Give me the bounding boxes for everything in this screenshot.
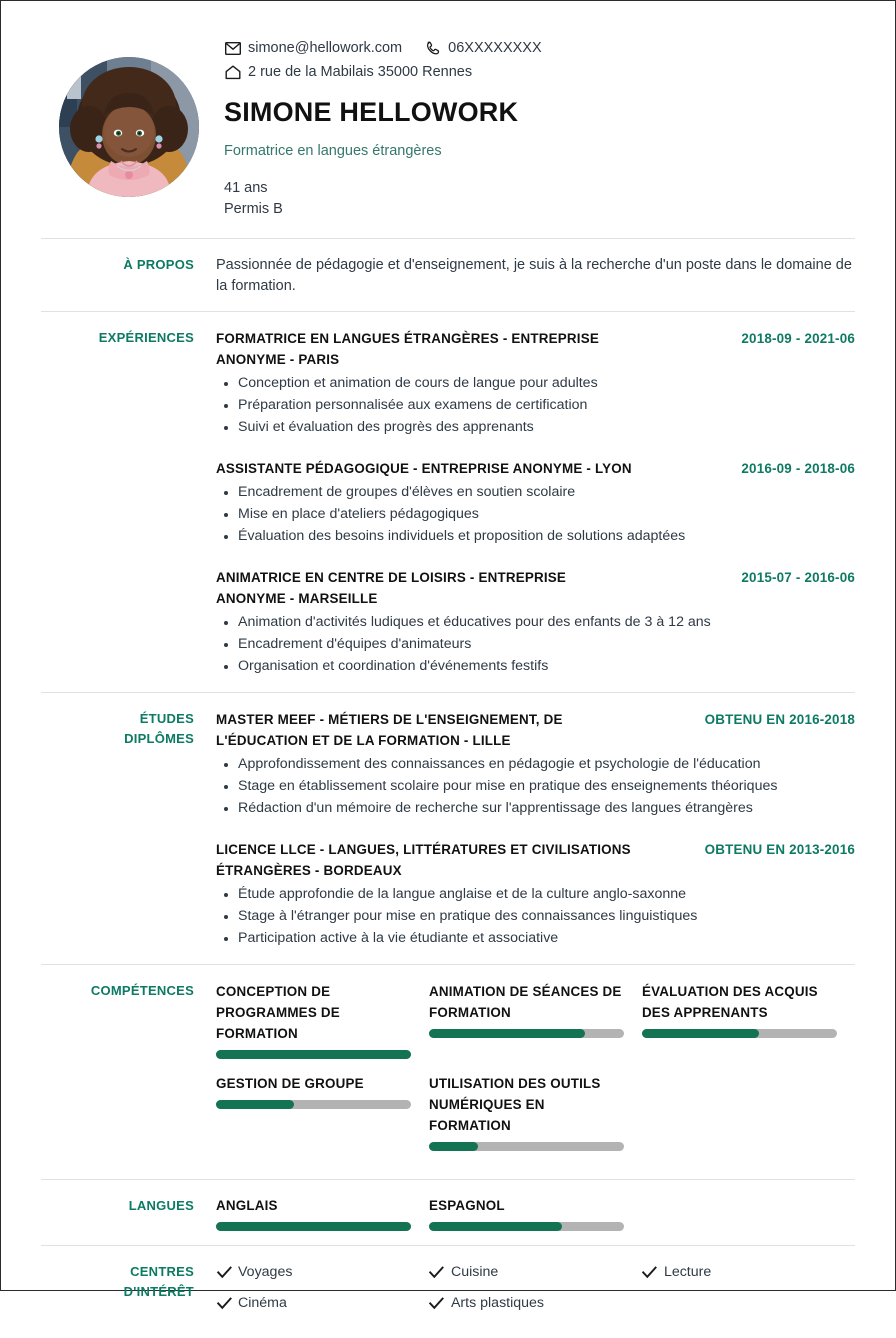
skill-progress-bar: [429, 1029, 624, 1038]
experience-bullets: [216, 612, 855, 677]
header-info: [216, 35, 855, 220]
list-item: Approfondissement des connaissances en pédagogie et psychologie de l'éducation: [238, 754, 855, 775]
skill-item: [216, 1073, 429, 1151]
avatar: [59, 57, 199, 197]
section-label-languages: LANGUES: [128, 1198, 194, 1214]
skill-progress-bar: [216, 1100, 411, 1109]
experience-bullets: [216, 482, 855, 547]
age-text: 41 ans: [224, 180, 268, 197]
language-progress-bar: [429, 1222, 624, 1231]
interest-label: Voyages: [238, 1264, 293, 1281]
language-progress-fill: [216, 1222, 411, 1231]
contact-row-primary: [224, 37, 855, 59]
email-text: simone@hellowork.com: [248, 40, 403, 56]
interest-label: Cuisine: [450, 1264, 499, 1281]
skill-item: [429, 1073, 642, 1151]
skill-progress-bar: [429, 1142, 624, 1151]
check-icon: [429, 1295, 445, 1311]
language-label: ESPAGNOL: [428, 1198, 505, 1214]
language-progress-fill: [429, 1222, 562, 1231]
interest-item: [216, 1293, 429, 1313]
check-icon: [429, 1264, 445, 1280]
contact-row-address: [224, 61, 855, 83]
email-item[interactable]: [224, 37, 402, 59]
section-experiences: [41, 311, 855, 692]
languages-grid: [216, 1196, 855, 1231]
language-item: [216, 1196, 429, 1231]
section-label-about: À PROPOS: [123, 257, 194, 273]
interest-item: [429, 1293, 642, 1313]
skill-item: [216, 981, 429, 1059]
list-item: Encadrement de groupes d'élèves en soutien scolaire: [238, 482, 855, 503]
skill-progress-fill: [429, 1029, 585, 1038]
skill-progress-fill: [429, 1142, 478, 1151]
education-list: [216, 709, 855, 950]
language-item: [429, 1196, 642, 1231]
interest-item: [429, 1262, 642, 1282]
envelope-icon: [224, 40, 241, 57]
interest-label: Lecture: [663, 1264, 712, 1281]
section-skills: [41, 964, 855, 1179]
education-bullets: [216, 884, 855, 949]
check-icon: [216, 1295, 232, 1311]
licence-text: Permis B: [224, 201, 283, 218]
interests-grid: [216, 1262, 855, 1324]
interest-label: Cinéma: [238, 1295, 287, 1312]
skill-progress-fill: [216, 1050, 411, 1059]
list-item: Préparation personnalisée aux examens de certification: [238, 395, 855, 416]
personal-meta: [224, 178, 855, 220]
education-date: OBTENU EN 2016-2018: [704, 712, 855, 728]
language-label: ANGLAIS: [216, 1198, 278, 1214]
section-label-experiences: EXPÉRIENCES: [98, 330, 194, 346]
experience-date: 2016-09 - 2018-06: [741, 461, 855, 477]
list-item: Évaluation des besoins individuels et proposition de solutions adaptées: [238, 526, 855, 547]
education-title: LICENCE LLCE - LANGUES, LITTÉRATURES ET CIVILISATIONS ÉTRANGÈRES - BORDEAUX: [216, 842, 631, 879]
cv-header: [41, 35, 855, 220]
skill-progress-bar: [642, 1029, 837, 1038]
list-item: Encadrement d'équipes d'animateurs: [238, 634, 855, 655]
list-item: Mise en place d'ateliers pédagogiques: [238, 504, 855, 525]
skill-item: [642, 981, 855, 1059]
list-item: Conception et animation de cours de langue pour adultes: [238, 373, 855, 394]
experiences-list: [216, 328, 855, 678]
list-item: Suivi et évaluation des progrès des apprenants: [238, 417, 855, 438]
interest-item: [642, 1262, 855, 1282]
skill-progress-fill: [216, 1100, 294, 1109]
phone-text: 06XXXXXXXX: [448, 40, 542, 56]
phone-item[interactable]: [424, 37, 542, 59]
interest-item: [216, 1262, 429, 1282]
about-text: Passionnée de pédagogie et d'enseignement, je suis à la recherche d'un poste dans le domaine de la formation.: [216, 257, 852, 295]
skill-label: ANIMATION DE SÉANCES DE FORMATION: [428, 984, 622, 1021]
skill-label: GESTION DE GROUPE: [216, 1076, 364, 1092]
education-bullets: [216, 754, 855, 819]
skill-label: ÉVALUATION DES ACQUIS DES APPRENANTS: [641, 984, 818, 1021]
list-item: Animation d'activités ludiques et éducatives pour des enfants de 3 à 12 ans: [238, 612, 855, 633]
experience-title: ASSISTANTE PÉDAGOGIQUE - ENTREPRISE ANONYME - LYON: [216, 461, 632, 477]
education-entry: [216, 839, 855, 949]
interest-label: Arts plastiques: [450, 1295, 545, 1312]
experience-entry: [216, 567, 855, 677]
section-about: [41, 238, 855, 311]
list-item: Organisation et coordination d'événements festifs: [238, 656, 855, 677]
experience-date: 2018-09 - 2021-06: [741, 331, 855, 347]
education-date: OBTENU EN 2013-2016: [704, 842, 855, 858]
experience-bullets: [216, 373, 855, 438]
check-icon: [216, 1264, 232, 1280]
section-interests: [41, 1245, 855, 1338]
list-item: Rédaction d'un mémoire de recherche sur l'apprentissage des langues étrangères: [238, 798, 855, 819]
skill-label: CONCEPTION DE PROGRAMMES DE FORMATION: [216, 984, 340, 1042]
skill-item: [429, 981, 642, 1059]
experience-title: ANIMATRICE EN CENTRE DE LOISIRS - ENTREPRISE ANONYME - MARSEILLE: [216, 570, 567, 607]
page-title: SIMONE HELLOWORK: [224, 97, 519, 127]
section-education: [41, 692, 855, 964]
skill-progress-fill: [642, 1029, 759, 1038]
address-item[interactable]: [224, 61, 472, 83]
section-languages: [41, 1179, 855, 1245]
language-progress-bar: [216, 1222, 411, 1231]
experience-date: 2015-07 - 2016-06: [741, 570, 855, 586]
job-title: Formatrice en langues étrangères: [224, 143, 442, 160]
skill-progress-bar: [216, 1050, 411, 1059]
education-title: MASTER MEEF - MÉTIERS DE L'ENSEIGNEMENT, DE L'ÉDUCATION ET DE LA FORMATION - LILLE: [216, 712, 563, 749]
phone-icon: [424, 40, 441, 57]
address-text: 2 rue de la Mabilais 35000 Rennes: [248, 64, 473, 80]
experience-entry: [216, 458, 855, 547]
section-label-interests: CENTRES D'INTÉRÊT: [123, 1264, 194, 1300]
list-item: Participation active à la vie étudiante et associative: [238, 928, 855, 949]
list-item: Stage en établissement scolaire pour mise en pratique des enseignements théoriques: [238, 776, 855, 797]
home-icon: [224, 64, 241, 81]
section-label-education: ÉTUDES DIPLÔMES: [124, 711, 194, 747]
photo-column: [41, 35, 216, 197]
check-icon: [642, 1264, 658, 1280]
education-entry: [216, 709, 855, 819]
skills-grid: [216, 981, 855, 1165]
section-label-skills: COMPÉTENCES: [90, 983, 194, 999]
skill-label: UTILISATION DES OUTILS NUMÉRIQUES EN FORMATION: [428, 1076, 601, 1134]
experience-entry: [216, 328, 855, 438]
list-item: Stage à l'étranger pour mise en pratique des connaissances linguistiques: [238, 906, 855, 927]
experience-title: FORMATRICE EN LANGUES ÉTRANGÈRES - ENTREPRISE ANONYME - PARIS: [216, 331, 599, 368]
list-item: Étude approfondie de la langue anglaise et de la culture anglo-saxonne: [238, 884, 855, 905]
